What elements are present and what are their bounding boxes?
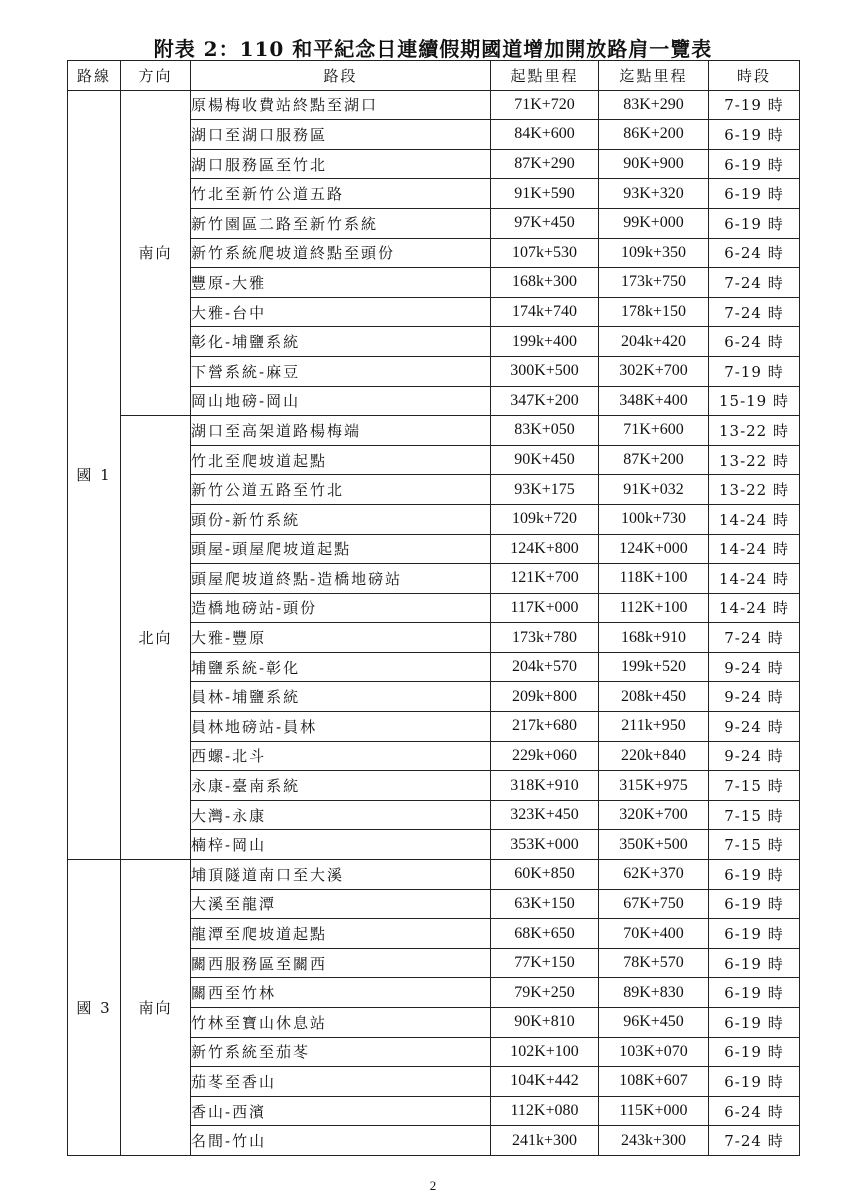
end-km-cell: 178k+150 [599, 297, 709, 327]
start-km-cell: 229k+060 [491, 741, 599, 771]
start-km-cell: 204k+570 [491, 652, 599, 682]
start-km-cell: 109k+720 [491, 504, 599, 534]
end-km-cell: 71K+600 [599, 416, 709, 446]
segment-cell: 員林-埔鹽系統 [191, 682, 491, 712]
start-km-cell: 93K+175 [491, 475, 599, 505]
time-cell: 14-24 時 [709, 534, 800, 564]
start-km-cell: 241k+300 [491, 1126, 599, 1156]
end-km-cell: 67K+750 [599, 889, 709, 919]
segment-cell: 湖口至湖口服務區 [191, 120, 491, 150]
start-km-cell: 90K+450 [491, 445, 599, 475]
time-cell: 7-15 時 [709, 771, 800, 801]
start-km-cell: 209k+800 [491, 682, 599, 712]
start-km-cell: 117K+000 [491, 593, 599, 623]
segment-cell: 香山-西濱 [191, 1096, 491, 1126]
segment-cell: 頭屋-頭屋爬坡道起點 [191, 534, 491, 564]
time-cell: 6-19 時 [709, 1008, 800, 1038]
end-km-cell: 90K+900 [599, 149, 709, 179]
time-cell: 9-24 時 [709, 712, 800, 742]
time-cell: 6-19 時 [709, 120, 800, 150]
time-cell: 6-19 時 [709, 978, 800, 1008]
table-row [68, 90, 800, 120]
start-km-cell: 107k+530 [491, 238, 599, 268]
end-km-cell: 348K+400 [599, 386, 709, 416]
start-km-cell: 63K+150 [491, 889, 599, 919]
end-km-cell: 199k+520 [599, 652, 709, 682]
end-km-cell: 315K+975 [599, 771, 709, 801]
end-km-cell: 96K+450 [599, 1008, 709, 1038]
time-cell: 7-24 時 [709, 1126, 800, 1156]
time-cell: 6-19 時 [709, 1037, 800, 1067]
time-cell: 7-24 時 [709, 268, 800, 298]
segment-cell: 西螺-北斗 [191, 741, 491, 771]
header-route: 路線 [68, 61, 121, 91]
time-cell: 14-24 時 [709, 504, 800, 534]
segment-cell: 竹林至寶山休息站 [191, 1008, 491, 1038]
segment-cell: 新竹公道五路至竹北 [191, 475, 491, 505]
segment-cell: 楠梓-岡山 [191, 830, 491, 860]
start-km-cell: 60K+850 [491, 860, 599, 890]
time-cell: 6-19 時 [709, 208, 800, 238]
header-direction: 方向 [121, 61, 191, 91]
start-km-cell: 199k+400 [491, 327, 599, 357]
end-km-cell: 115K+000 [599, 1096, 709, 1126]
time-cell: 14-24 時 [709, 593, 800, 623]
segment-cell: 岡山地磅-岡山 [191, 386, 491, 416]
time-cell: 6-19 時 [709, 179, 800, 209]
time-cell: 6-19 時 [709, 1067, 800, 1097]
start-km-cell: 124K+800 [491, 534, 599, 564]
end-km-cell: 208k+450 [599, 682, 709, 712]
start-km-cell: 104K+442 [491, 1067, 599, 1097]
segment-cell: 茄苳至香山 [191, 1067, 491, 1097]
segment-cell: 竹北至新竹公道五路 [191, 179, 491, 209]
time-cell: 13-22 時 [709, 445, 800, 475]
end-km-cell: 204k+420 [599, 327, 709, 357]
end-km-cell: 99K+000 [599, 208, 709, 238]
segment-cell: 新竹系統至茄苳 [191, 1037, 491, 1067]
end-km-cell: 62K+370 [599, 860, 709, 890]
start-km-cell: 83K+050 [491, 416, 599, 446]
time-cell: 6-19 時 [709, 919, 800, 949]
direction-cell: 北向 [121, 416, 191, 860]
end-km-cell: 211k+950 [599, 712, 709, 742]
header-segment: 路段 [191, 61, 491, 91]
end-km-cell: 112K+100 [599, 593, 709, 623]
segment-cell: 彰化-埔鹽系統 [191, 327, 491, 357]
end-km-cell: 109k+350 [599, 238, 709, 268]
start-km-cell: 112K+080 [491, 1096, 599, 1126]
time-cell: 6-24 時 [709, 1096, 800, 1126]
time-cell: 7-15 時 [709, 800, 800, 830]
segment-cell: 頭份-新竹系統 [191, 504, 491, 534]
end-km-cell: 103K+070 [599, 1037, 709, 1067]
segment-cell: 埔鹽系統-彰化 [191, 652, 491, 682]
end-km-cell: 93K+320 [599, 179, 709, 209]
end-km-cell: 173k+750 [599, 268, 709, 298]
table-row [68, 416, 800, 446]
start-km-cell: 97K+450 [491, 208, 599, 238]
time-cell: 9-24 時 [709, 652, 800, 682]
start-km-cell: 68K+650 [491, 919, 599, 949]
start-km-cell: 90K+810 [491, 1008, 599, 1038]
header-end-km: 迄點里程 [599, 61, 709, 91]
segment-cell: 關西服務區至關西 [191, 948, 491, 978]
end-km-cell: 89K+830 [599, 978, 709, 1008]
end-km-cell: 168k+910 [599, 623, 709, 653]
start-km-cell: 323K+450 [491, 800, 599, 830]
table-body [68, 90, 800, 1155]
start-km-cell: 168k+300 [491, 268, 599, 298]
end-km-cell: 78K+570 [599, 948, 709, 978]
start-km-cell: 87K+290 [491, 149, 599, 179]
segment-cell: 關西至竹林 [191, 978, 491, 1008]
end-km-cell: 124K+000 [599, 534, 709, 564]
time-cell: 9-24 時 [709, 682, 800, 712]
start-km-cell: 173k+780 [491, 623, 599, 653]
segment-cell: 原楊梅收費站終點至湖口 [191, 90, 491, 120]
page-number: 2 [429, 1178, 437, 1193]
route-cell: 國 1 [68, 90, 121, 859]
end-km-cell: 302K+700 [599, 356, 709, 386]
time-cell: 7-15 時 [709, 830, 800, 860]
end-km-cell: 86K+200 [599, 120, 709, 150]
shoulder-opening-table [67, 60, 800, 1156]
start-km-cell: 71K+720 [491, 90, 599, 120]
end-km-cell: 100k+730 [599, 504, 709, 534]
time-cell: 6-24 時 [709, 238, 800, 268]
start-km-cell: 102K+100 [491, 1037, 599, 1067]
segment-cell: 大雅-豐原 [191, 623, 491, 653]
end-km-cell: 108K+607 [599, 1067, 709, 1097]
end-km-cell: 243k+300 [599, 1126, 709, 1156]
page-title: 附表 2：110 和平紀念日連續假期國道增加開放路肩一覽表 [153, 37, 713, 61]
segment-cell: 造橋地磅站-頭份 [191, 593, 491, 623]
start-km-cell: 300K+500 [491, 356, 599, 386]
time-cell: 13-22 時 [709, 416, 800, 446]
end-km-cell: 350K+500 [599, 830, 709, 860]
segment-cell: 豐原-大雅 [191, 268, 491, 298]
segment-cell: 頭屋爬坡道終點-造橋地磅站 [191, 564, 491, 594]
segment-cell: 新竹系統爬坡道終點至頭份 [191, 238, 491, 268]
start-km-cell: 353K+000 [491, 830, 599, 860]
direction-cell: 南向 [121, 860, 191, 1156]
time-cell: 6-19 時 [709, 860, 800, 890]
start-km-cell: 121K+700 [491, 564, 599, 594]
start-km-cell: 318K+910 [491, 771, 599, 801]
time-cell: 7-19 時 [709, 356, 800, 386]
time-cell: 6-19 時 [709, 889, 800, 919]
end-km-cell: 83K+290 [599, 90, 709, 120]
time-cell: 14-24 時 [709, 564, 800, 594]
end-km-cell: 91K+032 [599, 475, 709, 505]
start-km-cell: 84K+600 [491, 120, 599, 150]
table-header-row [68, 61, 800, 91]
end-km-cell: 118K+100 [599, 564, 709, 594]
start-km-cell: 79K+250 [491, 978, 599, 1008]
time-cell: 6-19 時 [709, 149, 800, 179]
segment-cell: 湖口服務區至竹北 [191, 149, 491, 179]
segment-cell: 新竹園區二路至新竹系統 [191, 208, 491, 238]
start-km-cell: 77K+150 [491, 948, 599, 978]
time-cell: 15-19 時 [709, 386, 800, 416]
start-km-cell: 174k+740 [491, 297, 599, 327]
start-km-cell: 347K+200 [491, 386, 599, 416]
segment-cell: 龍潭至爬坡道起點 [191, 919, 491, 949]
time-cell: 13-22 時 [709, 475, 800, 505]
direction-cell: 南向 [121, 90, 191, 416]
time-cell: 7-24 時 [709, 297, 800, 327]
end-km-cell: 87K+200 [599, 445, 709, 475]
route-cell: 國 3 [68, 860, 121, 1156]
end-km-cell: 220k+840 [599, 741, 709, 771]
end-km-cell: 320K+700 [599, 800, 709, 830]
segment-cell: 竹北至爬坡道起點 [191, 445, 491, 475]
end-km-cell: 70K+400 [599, 919, 709, 949]
time-cell: 6-19 時 [709, 948, 800, 978]
header-start-km: 起點里程 [491, 61, 599, 91]
segment-cell: 大溪至龍潭 [191, 889, 491, 919]
segment-cell: 湖口至高架道路楊梅端 [191, 416, 491, 446]
start-km-cell: 217k+680 [491, 712, 599, 742]
table-row [68, 860, 800, 890]
segment-cell: 名間-竹山 [191, 1126, 491, 1156]
segment-cell: 大雅-台中 [191, 297, 491, 327]
time-cell: 7-24 時 [709, 623, 800, 653]
segment-cell: 員林地磅站-員林 [191, 712, 491, 742]
header-time: 時段 [709, 61, 800, 91]
time-cell: 7-19 時 [709, 90, 800, 120]
segment-cell: 大灣-永康 [191, 800, 491, 830]
start-km-cell: 91K+590 [491, 179, 599, 209]
segment-cell: 永康-臺南系統 [191, 771, 491, 801]
time-cell: 6-24 時 [709, 327, 800, 357]
segment-cell: 埔頂隧道南口至大溪 [191, 860, 491, 890]
segment-cell: 下營系統-麻豆 [191, 356, 491, 386]
time-cell: 9-24 時 [709, 741, 800, 771]
